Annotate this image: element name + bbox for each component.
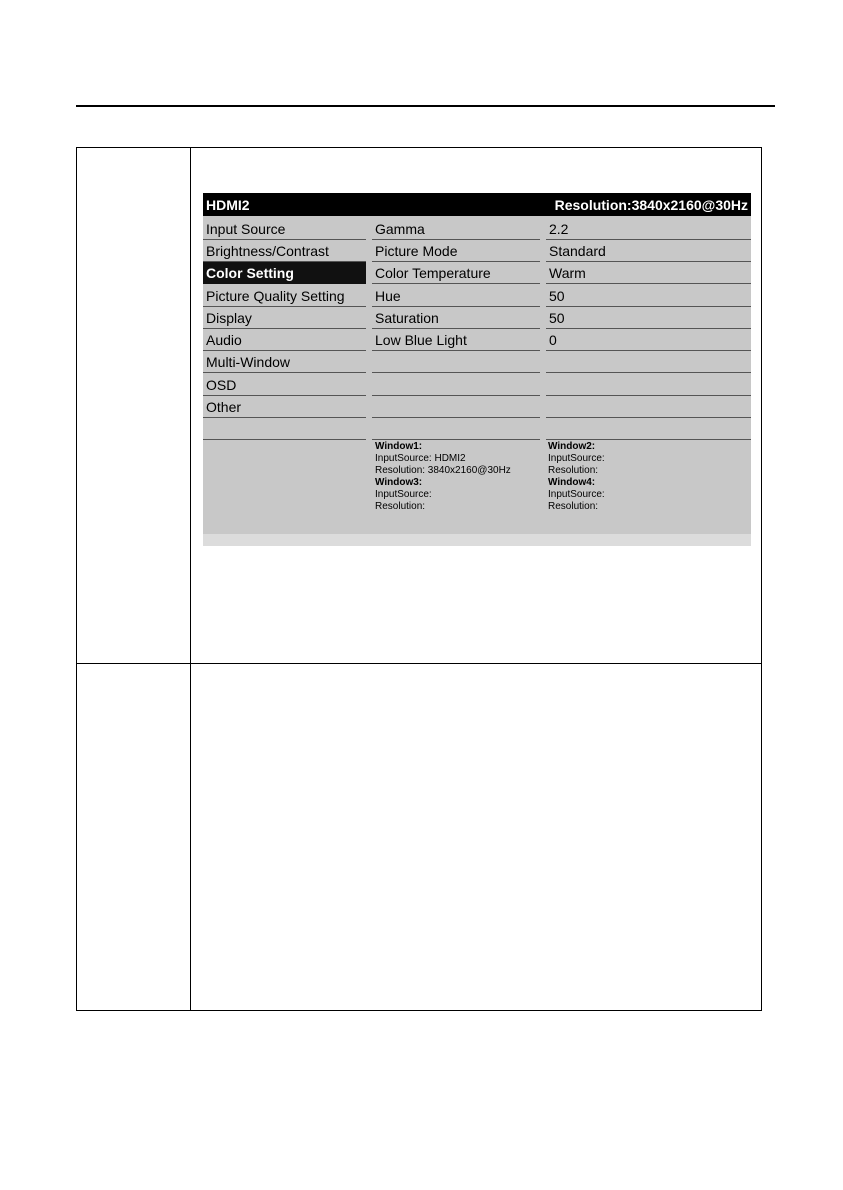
menu-item-display[interactable]: Display	[203, 307, 366, 329]
setting-low-blue-light-name[interactable]: Low Blue Light	[372, 329, 540, 351]
menu-item-input-source[interactable]: Input Source	[203, 218, 366, 240]
header-rule	[76, 105, 775, 107]
setting-saturation-value[interactable]: 50	[546, 307, 751, 329]
window4-input: InputSource:	[548, 489, 605, 500]
setting-empty-value	[546, 351, 751, 373]
menu-item-brightness-contrast[interactable]: Brightness/Contrast	[203, 240, 366, 262]
setting-low-blue-light-value[interactable]: 0	[546, 329, 751, 351]
setting-empty-value	[546, 396, 751, 418]
setting-hue-value[interactable]: 50	[546, 285, 751, 307]
setting-color-temperature-name[interactable]: Color Temperature	[372, 262, 540, 284]
menu-item-empty	[203, 418, 366, 440]
osd-input-source-label: HDMI2	[206, 197, 250, 213]
setting-picture-mode-name[interactable]: Picture Mode	[372, 240, 540, 262]
setting-saturation-name[interactable]: Saturation	[372, 307, 540, 329]
window-info-left	[375, 441, 511, 513]
setting-empty-name	[372, 351, 540, 373]
menu-item-audio[interactable]: Audio	[203, 329, 366, 351]
window2-input: InputSource:	[548, 453, 605, 464]
window2-resolution: Resolution:	[548, 465, 599, 476]
menu-item-multi-window[interactable]: Multi-Window	[203, 351, 366, 373]
osd-header	[203, 193, 751, 216]
menu-item-osd[interactable]: OSD	[203, 374, 366, 396]
setting-empty-value	[546, 418, 751, 440]
osd-footer-bar	[203, 534, 751, 546]
setting-empty-name	[372, 396, 540, 418]
setting-empty-name	[372, 374, 540, 396]
window3-title: Window3:	[375, 477, 423, 488]
setting-hue-name[interactable]: Hue	[372, 285, 540, 307]
setting-empty-name	[372, 418, 540, 440]
table-row-divider	[77, 663, 761, 664]
setting-gamma-value[interactable]: 2.2	[546, 218, 751, 240]
menu-item-other[interactable]: Other	[203, 396, 366, 418]
window4-title: Window4:	[548, 477, 596, 488]
window-info-right	[548, 441, 605, 513]
setting-picture-mode-value[interactable]: Standard	[546, 240, 751, 262]
setting-gamma-name[interactable]: Gamma	[372, 218, 540, 240]
window3-input: InputSource:	[375, 489, 432, 500]
setting-empty-value	[546, 374, 751, 396]
window3-resolution: Resolution:	[375, 501, 426, 512]
table-column-divider	[190, 148, 191, 1010]
window4-resolution: Resolution:	[548, 501, 599, 512]
setting-color-temperature-value[interactable]: Warm	[546, 262, 751, 284]
window1-input: InputSource: HDMI2	[375, 453, 466, 464]
window1-resolution: Resolution: 3840x2160@30Hz	[375, 465, 511, 476]
menu-item-color-setting[interactable]: Color Setting	[203, 262, 366, 284]
menu-item-picture-quality-setting[interactable]: Picture Quality Setting	[203, 285, 366, 307]
window1-title: Window1:	[375, 441, 423, 452]
window2-title: Window2:	[548, 441, 596, 452]
osd-resolution-label: Resolution:3840x2160@30Hz	[554, 197, 748, 213]
osd-menu-screenshot	[203, 193, 751, 546]
